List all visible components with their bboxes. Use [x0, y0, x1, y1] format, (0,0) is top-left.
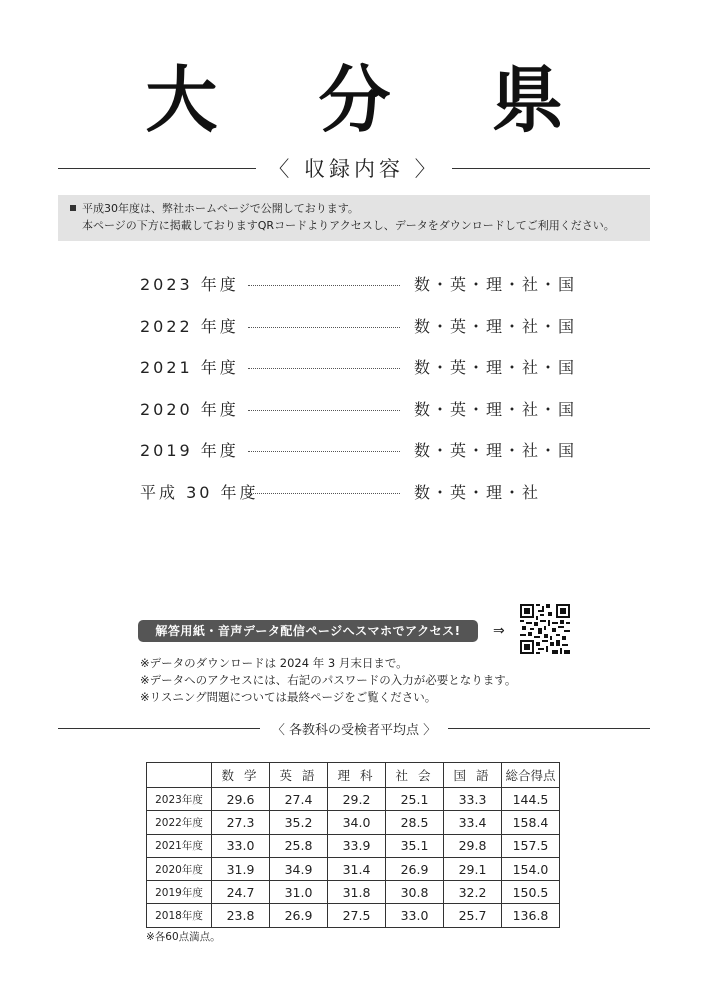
contents-year: 2022 年度 — [140, 316, 239, 336]
notes — [140, 655, 516, 706]
table-cell: 30.8 — [386, 881, 444, 904]
table-cell: 25.7 — [444, 904, 502, 927]
table-cell: 31.9 — [212, 857, 270, 880]
table-cell: 2023年度 — [147, 788, 212, 811]
table-cell: 23.8 — [212, 904, 270, 927]
note-line: ※データへのアクセスには、右記のパスワードの入力が必要となります。 — [140, 673, 517, 687]
footnote: ※各60点満点。 — [146, 931, 221, 943]
access-banner[interactable]: 解答用紙・音声データ配信ページへスマホでアクセス! — [138, 620, 478, 642]
list-item — [140, 263, 580, 305]
scores-heading-label: 〈 各教科の受検者平均点 〉 — [271, 722, 437, 738]
table-cell: 27.4 — [270, 788, 328, 811]
list-item — [140, 388, 580, 430]
table-header: 数 学 — [212, 763, 270, 788]
table-cell: 33.0 — [386, 904, 444, 927]
divider — [58, 168, 256, 169]
list-item — [140, 346, 580, 388]
table-cell: 33.4 — [444, 811, 502, 834]
table-cell: 2019年度 — [147, 881, 212, 904]
contents-year: 2019 年度 — [140, 441, 239, 461]
table-header: 理 科 — [328, 763, 386, 788]
divider — [58, 728, 260, 729]
table-cell: 158.4 — [502, 811, 560, 834]
table-cell: 31.0 — [270, 881, 328, 904]
table-cell: 29.1 — [444, 857, 502, 880]
table-cell: 154.0 — [502, 857, 560, 880]
table-cell: 35.2 — [270, 811, 328, 834]
table-cell: 144.5 — [502, 788, 560, 811]
qr-code-icon[interactable] — [520, 604, 570, 654]
table-cell: 29.2 — [328, 788, 386, 811]
table-header: 国 語 — [444, 763, 502, 788]
bullet-square-icon — [70, 205, 76, 211]
notice-box — [58, 195, 650, 241]
leader-dots — [248, 368, 400, 369]
leader-dots — [248, 451, 400, 452]
table-row — [147, 857, 560, 880]
contents-year: 2023 年度 — [140, 275, 239, 295]
table-header: 英 語 — [270, 763, 328, 788]
table-header: 総合得点 — [502, 763, 560, 788]
contents-subjects: 数・英・理・社・国 — [414, 358, 577, 378]
table-header-row — [147, 763, 560, 788]
table-cell: 27.3 — [212, 811, 270, 834]
table-row — [147, 788, 560, 811]
table-cell: 33.3 — [444, 788, 502, 811]
table-row — [147, 904, 560, 927]
page-title: 大 分 県 — [145, 58, 602, 142]
table-cell: 31.4 — [328, 857, 386, 880]
table-cell: 2020年度 — [147, 857, 212, 880]
table-cell: 25.8 — [270, 834, 328, 857]
scores-heading — [58, 716, 650, 740]
table-cell: 33.9 — [328, 834, 386, 857]
table-row — [147, 811, 560, 834]
table-header — [147, 763, 212, 788]
leader-dots — [248, 410, 400, 411]
contents-heading-label: 〈 収録内容 〉 — [268, 157, 440, 181]
table-cell: 157.5 — [502, 834, 560, 857]
table-cell: 27.5 — [328, 904, 386, 927]
arrow-icon: ⇒ — [493, 623, 505, 639]
contents-year: 平成 30 年度 — [140, 482, 259, 502]
contents-subjects: 数・英・理・社・国 — [414, 275, 577, 295]
table-cell: 26.9 — [386, 857, 444, 880]
contents-subjects: 数・英・理・社・国 — [414, 316, 577, 336]
table-cell: 25.1 — [386, 788, 444, 811]
table-cell: 31.8 — [328, 881, 386, 904]
leader-dots — [248, 285, 400, 286]
contents-heading — [58, 153, 650, 183]
table-cell: 2021年度 — [147, 834, 212, 857]
contents-subjects: 数・英・理・社 — [414, 482, 541, 502]
divider — [452, 168, 650, 169]
note-line: ※データのダウンロードは 2024 年 3 月末日まで。 — [140, 656, 408, 670]
scores-table — [146, 762, 560, 928]
table-row — [147, 881, 560, 904]
table-cell: 28.5 — [386, 811, 444, 834]
notice-line-1: 平成30年度は、弊社ホームページで公開しております。 — [70, 200, 650, 217]
table-cell: 35.1 — [386, 834, 444, 857]
contents-year: 2021 年度 — [140, 358, 239, 378]
table-cell: 136.8 — [502, 904, 560, 927]
table-cell: 29.6 — [212, 788, 270, 811]
leader-dots — [248, 327, 400, 328]
note-line: ※リスニング問題については最終ページをご覧ください。 — [140, 690, 437, 704]
list-item — [140, 305, 580, 347]
contents-list — [140, 263, 580, 512]
table-cell: 150.5 — [502, 881, 560, 904]
table-row — [147, 834, 560, 857]
table-cell: 26.9 — [270, 904, 328, 927]
table-header: 社 会 — [386, 763, 444, 788]
notice-line-2: 本ページの下方に掲載しておりますQRコードよりアクセスし、データをダウンロードしてご利用ください。 — [82, 219, 615, 232]
table-cell: 2022年度 — [147, 811, 212, 834]
table-cell: 34.9 — [270, 857, 328, 880]
table-cell: 34.0 — [328, 811, 386, 834]
contents-subjects: 数・英・理・社・国 — [414, 399, 577, 419]
table-cell: 29.8 — [444, 834, 502, 857]
table-cell: 24.7 — [212, 881, 270, 904]
table-cell: 32.2 — [444, 881, 502, 904]
table-cell: 2018年度 — [147, 904, 212, 927]
contents-subjects: 数・英・理・社・国 — [414, 441, 577, 461]
list-item — [140, 429, 580, 471]
contents-year: 2020 年度 — [140, 399, 239, 419]
list-item — [140, 471, 580, 513]
divider — [448, 728, 650, 729]
table-cell: 33.0 — [212, 834, 270, 857]
leader-dots — [248, 493, 400, 494]
